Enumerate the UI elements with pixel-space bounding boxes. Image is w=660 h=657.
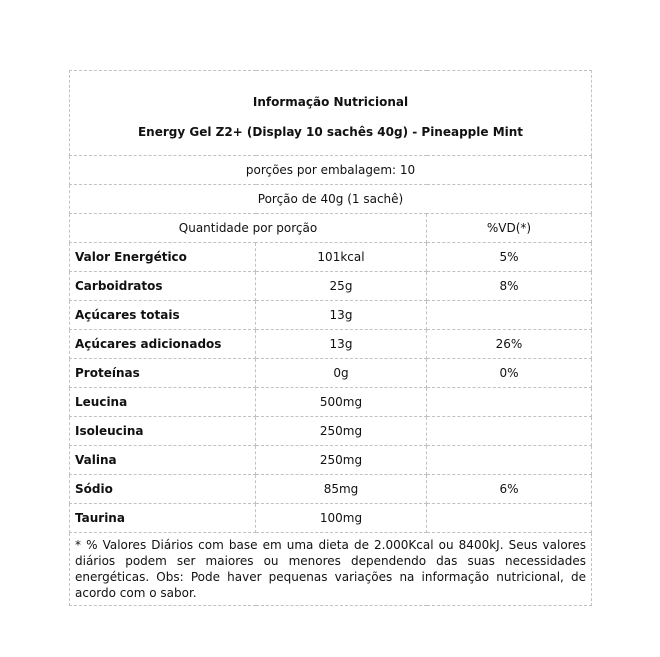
- nutrient-name: Isoleucina: [70, 417, 256, 446]
- nutrient-dv: 5%: [427, 243, 592, 272]
- table-row: [70, 243, 592, 272]
- nutrient-dv: 26%: [427, 330, 592, 359]
- header-dv: %VD(*): [427, 214, 592, 243]
- nutrient-dv: [427, 301, 592, 330]
- nutrient-name: Valina: [70, 446, 256, 475]
- portion-row: [70, 185, 592, 214]
- table-row: [70, 417, 592, 446]
- table-row: [70, 475, 592, 504]
- nutrient-amount: 500mg: [256, 388, 427, 417]
- footnote-row: [70, 533, 592, 606]
- nutrient-amount: 100mg: [256, 504, 427, 533]
- title-row: [70, 71, 592, 156]
- table-row: [70, 272, 592, 301]
- table-row: [70, 359, 592, 388]
- nutrient-amount: 25g: [256, 272, 427, 301]
- nutrient-amount: 250mg: [256, 417, 427, 446]
- servings-per-package: porções por embalagem: 10: [70, 156, 592, 185]
- servings-row: [70, 156, 592, 185]
- table-row: [70, 330, 592, 359]
- table-row: [70, 301, 592, 330]
- header-row: [70, 214, 592, 243]
- nutrient-dv: 8%: [427, 272, 592, 301]
- nutrient-amount: 13g: [256, 301, 427, 330]
- nutrient-dv: [427, 388, 592, 417]
- nutrient-dv: [427, 446, 592, 475]
- nutrition-table: [69, 70, 592, 606]
- nutrient-name: Valor Energético: [70, 243, 256, 272]
- nutrient-name: Açúcares adicionados: [70, 330, 256, 359]
- header-quantity: Quantidade por porção: [70, 214, 427, 243]
- table-row: [70, 446, 592, 475]
- table-row: [70, 388, 592, 417]
- nutrient-name: Açúcares totais: [70, 301, 256, 330]
- nutrient-dv: [427, 504, 592, 533]
- portion-size: Porção de 40g (1 sachê): [70, 185, 592, 214]
- nutrition-facts: [69, 70, 591, 606]
- nutrient-name: Carboidratos: [70, 272, 256, 301]
- footnote: * % Valores Diários com base em uma dieta de 2.000Kcal ou 8400kJ. Seus valores diários podem ser maiores ou menores dependendo das suas necessidades energéticas. Obs: Pode haver pequenas variações na informação nutricional, de acordo com o sabor.: [70, 533, 592, 606]
- nutrient-name: Leucina: [70, 388, 256, 417]
- nutrient-name: Sódio: [70, 475, 256, 504]
- nutrient-name: Proteínas: [70, 359, 256, 388]
- nutrient-amount: 13g: [256, 330, 427, 359]
- nutrient-dv: [427, 417, 592, 446]
- nutrient-amount: 250mg: [256, 446, 427, 475]
- product-name: Energy Gel Z2+ (Display 10 sachês 40g) - Pineapple Mint: [137, 125, 524, 139]
- table-title: Informação Nutricional: [252, 95, 409, 109]
- title-cell: [70, 71, 592, 156]
- table-row: [70, 504, 592, 533]
- nutrient-amount: 0g: [256, 359, 427, 388]
- nutrient-dv: 0%: [427, 359, 592, 388]
- nutrient-amount: 101kcal: [256, 243, 427, 272]
- nutrient-name: Taurina: [70, 504, 256, 533]
- nutrient-dv: 6%: [427, 475, 592, 504]
- nutrient-amount: 85mg: [256, 475, 427, 504]
